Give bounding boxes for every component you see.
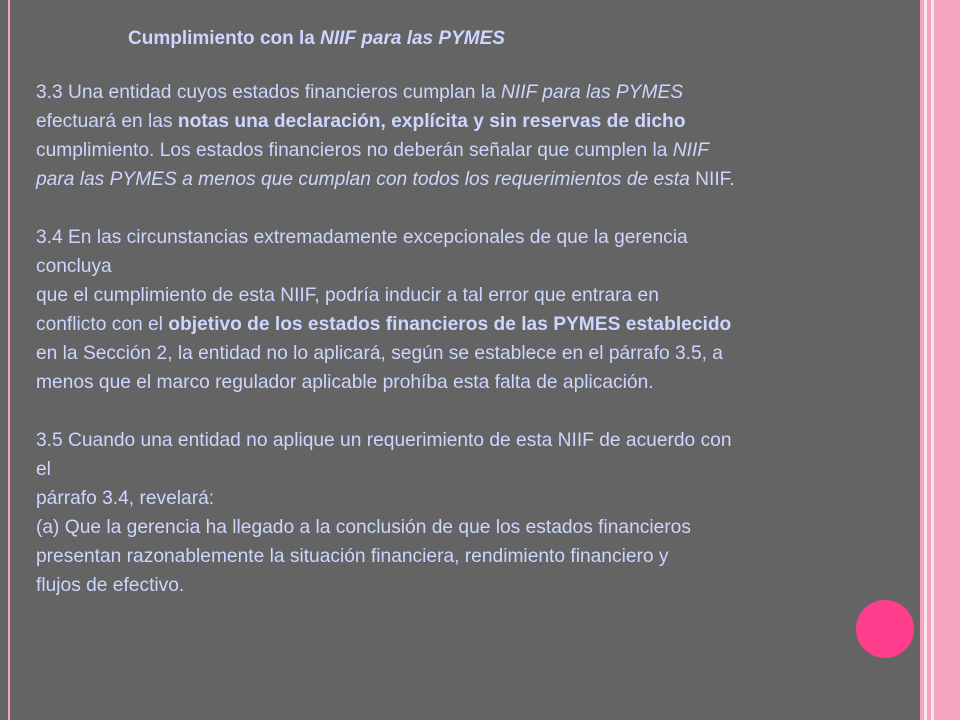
text-run-italic: NIIF	[672, 140, 710, 161]
decorative-dot	[856, 600, 914, 658]
text-line: en la Sección 2, la entidad no lo aplicará, según se establece en el párrafo 3.5, a	[36, 343, 723, 364]
paragraph-3-4	[36, 223, 912, 397]
text-run-bold: notas una declaración, explícita y sin reservas de dicho	[177, 111, 686, 132]
paragraph-3-3	[36, 78, 912, 194]
text-run: cumplimiento. Los estados financieros no deberán señalar que cumplen la	[36, 140, 673, 161]
text-run-italic: NIIF para las PYMES	[501, 82, 684, 103]
slide-body	[36, 78, 912, 600]
right-border-stripe	[924, 0, 927, 720]
text-line: menos que el marco regulador aplicable prohíba esta falta de aplicación.	[36, 372, 654, 393]
text-run-bold: objetivo de los estados financieros de las PYMES establecido	[168, 314, 732, 335]
text-line	[36, 165, 912, 194]
right-border-stripe	[931, 0, 934, 720]
text-run: conflicto con el	[36, 314, 169, 335]
left-border-line	[8, 0, 10, 720]
text-run-italic: para las PYMES a menos que cumplan con todos los requerimientos de esta	[36, 169, 690, 190]
paragraph-3-5	[36, 426, 912, 600]
text-line	[36, 107, 912, 136]
text-line	[36, 78, 912, 107]
text-line: 3.4 En las circunstancias extremadamente excepcionales de que la gerencia	[36, 227, 688, 248]
text-line: (a) Que la gerencia ha llegado a la conclusión de que los estados financieros	[36, 517, 691, 538]
text-line: flujos de efectivo.	[36, 575, 185, 596]
slide-title	[128, 28, 505, 50]
text-run: 3.3 Una entidad cuyos estados financieros cumplan la	[36, 82, 502, 103]
text-line	[36, 136, 912, 165]
text-run: efectuará en las	[36, 111, 178, 132]
text-line: que el cumplimiento de esta NIIF, podría inducir a tal error que entrara en	[36, 285, 659, 306]
text-line: concluya	[36, 256, 112, 277]
text-line: 3.5 Cuando una entidad no aplique un requerimiento de esta NIIF de acuerdo con	[36, 430, 732, 451]
text-run: NIIF.	[689, 169, 735, 190]
text-line: presentan razonablemente la situación financiera, rendimiento financiero y	[36, 546, 669, 567]
text-line: el	[36, 459, 51, 480]
text-line: párrafo 3.4, revelará:	[36, 488, 215, 509]
title-plain: Cumplimiento con la	[128, 28, 321, 49]
title-italic: NIIF para las PYMES	[320, 28, 505, 49]
text-line	[36, 310, 912, 339]
